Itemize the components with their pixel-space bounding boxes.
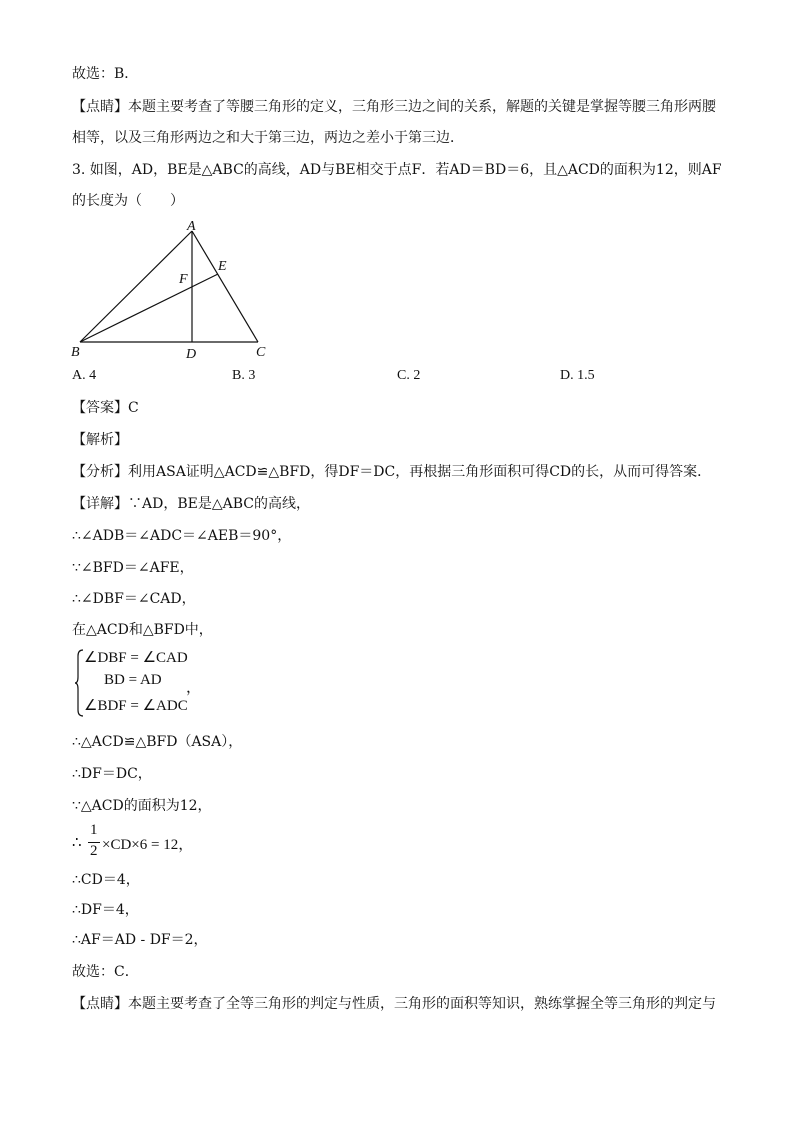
step-7: ∵△ACD的面积为12， bbox=[72, 798, 212, 814]
system-row-1: ∠DBF = ∠CAD bbox=[84, 650, 188, 666]
fraction-numerator: 1 bbox=[90, 822, 98, 838]
system-row-3: ∠BDF = ∠ADC bbox=[84, 698, 188, 714]
fraction-denominator: 2 bbox=[90, 843, 98, 859]
step-4: 在△ACD和△BFD中， bbox=[72, 622, 213, 638]
label-E: E bbox=[218, 259, 227, 274]
question-3-line1: 3. 如图，AD，BE是△ABC的高线，AD与BE相交于点F．若AD＝BD＝6，且△ACD的面积为12，则AF bbox=[72, 162, 722, 178]
label-A: A bbox=[187, 219, 196, 234]
step-2: ∵∠BFD＝∠AFE， bbox=[72, 560, 194, 576]
step-9: ∴CD＝4， bbox=[72, 872, 140, 888]
choice-c[interactable]: C. 2 bbox=[397, 368, 421, 383]
step-10: ∴DF＝4， bbox=[72, 902, 139, 918]
label-F: F bbox=[179, 272, 188, 287]
fraction-prefix: ∴ bbox=[72, 835, 82, 851]
comment-1-cont: 相等，以及三角形两边之和大于第三边，两边之差小于第三边． bbox=[72, 130, 464, 146]
xiangjie-tag: 【详解】 bbox=[72, 496, 128, 512]
fraction-rest: ×CD×6 = 12， bbox=[102, 837, 194, 853]
comment-1 bbox=[72, 97, 716, 117]
brace-icon bbox=[74, 648, 84, 718]
step-5: ∴△ACD≌△BFD（ASA）， bbox=[72, 734, 243, 750]
triangle-figure bbox=[68, 218, 288, 364]
fraction-equation bbox=[72, 822, 272, 862]
label-D: D bbox=[186, 347, 197, 362]
xiangjie-line bbox=[72, 494, 310, 514]
step-6: ∴DF＝DC， bbox=[72, 766, 152, 782]
dianjing-text: 本题主要考查了全等三角形的判定与性质，三角形的面积等知识，熟练掌握全等三角形的判定与 bbox=[128, 996, 716, 1012]
answer-tag: 【答案】 bbox=[72, 400, 128, 416]
choice-b[interactable]: B. 3 bbox=[232, 368, 256, 383]
fenxi-tag: 【分析】 bbox=[72, 464, 128, 480]
question-3-line2: 的长度为（ ） bbox=[72, 193, 184, 209]
choice-a[interactable]: A. 4 bbox=[72, 368, 97, 383]
dianjing-line bbox=[72, 994, 716, 1014]
analysis-tag: 【解析】 bbox=[72, 432, 128, 448]
step-12: 故选：C． bbox=[72, 964, 139, 980]
xiangjie-text: ∵AD，BE是△ABC的高线， bbox=[128, 496, 310, 512]
comment-tag: 【点睛】 bbox=[72, 99, 128, 115]
dianjing-tag: 【点睛】 bbox=[72, 996, 128, 1012]
equation-system bbox=[74, 648, 214, 718]
step-1: ∴∠ADB＝∠ADC＝∠AEB＝90°， bbox=[72, 528, 292, 544]
comment-text: 本题主要考查了等腰三角形的定义，三角形三边之间的关系，解题的关键是掌握等腰三角形两腰 bbox=[128, 99, 716, 115]
system-comma: ， bbox=[186, 680, 202, 696]
answer-choices bbox=[72, 368, 632, 388]
answer-value: C bbox=[128, 400, 139, 416]
fenxi-text: 利用ASA证明△ACD≌△BFD，得DF＝DC，再根据三角形面积可得CD的长，从而可得答案． bbox=[128, 464, 712, 480]
answer-line bbox=[72, 398, 139, 418]
step-3: ∴∠DBF＝∠CAD， bbox=[72, 591, 196, 607]
label-B: B bbox=[71, 345, 80, 360]
fenxi-line bbox=[72, 462, 711, 482]
choice-d[interactable]: D. 1.5 bbox=[560, 368, 595, 383]
step-11: ∴AF＝AD - DF＝2， bbox=[72, 932, 208, 948]
line-conclusion-1: 故选：B． bbox=[72, 66, 139, 82]
label-C: C bbox=[256, 345, 266, 360]
system-row-2: BD = AD bbox=[104, 672, 162, 688]
